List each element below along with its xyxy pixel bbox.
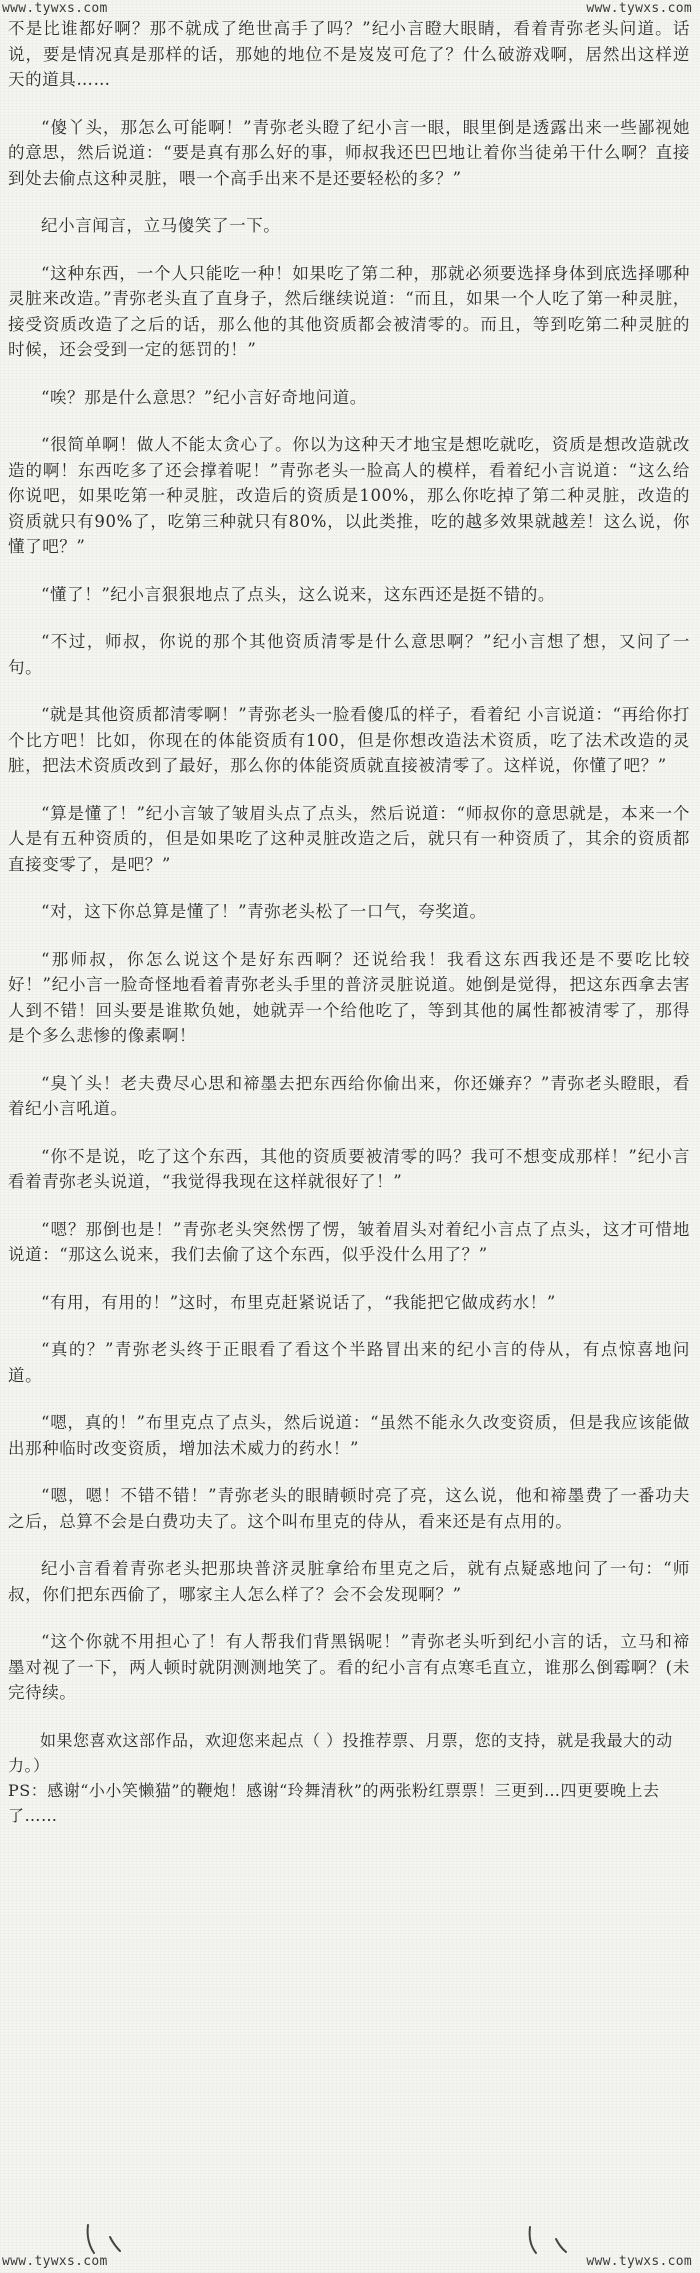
watermark-top-left: www.tywxs.com [2,1,108,16]
pen-stroke-right-icon [520,2219,580,2259]
paragraph: “这个你就不用担心了！有人帮我们背黑锅呢！”青弥老头听到纪小言的话，立马和禘墨对视了一下，两人顿时就阴测测地笑了。看的纪小言有点寒毛直立，谁那么倒霉啊？(未完待续。 [8,1632,690,1702]
paragraph: 不是比谁都好啊？那不就成了绝世高手了吗？”纪小言瞪大眼睛，看着青弥老头问道。话说，要是情况真是那样的话，那她的地位不是岌岌可危了？什么破游戏啊，居然出这样逆天的道具…… [8,19,690,89]
paragraph: “不过，师叔，你说的那个其他资质清零是什么意思啊？”纪小言想了想，又问了一句。 [8,632,690,677]
watermark-top-right: www.tywxs.com [586,1,692,16]
paragraph: “这种东西，一个人只能吃一种！如果吃了第二种，那就必须要选择身体到底选择哪种灵脏来改造。”青弥老头直了直身子，然后继续说道：“而且，如果一个人吃了第一种灵脏，接受资质改造了之后的话，那么他的其他资质都会被清零的。而且，等到吃第二种灵脏的时候，还会受到一定的惩罚的！” [8,263,690,359]
paragraph: 纪小言看着青弥老头把那块普济灵脏拿给布里克之后，就有点疑惑地问了一句：“师叔，你们把东西偷了，哪家主人怎么样了？会不会发现啊？” [8,1559,690,1604]
paragraph: “算是懂了！”纪小言皱了皱眉头点了点头，然后说道：“师叔你的意思就是，本来一个人是有五种资质的，但是如果吃了这种灵脏改造之后，就只有一种资质了，其余的资质都直接变零了，是吧？” [8,803,690,874]
paragraph: “就是其他资质都清零啊！”青弥老头一脸看傻瓜的样子，看着纪 小言说道：“再给你打个比方吧！比如，你现在的体能资质有100，但是你想改造法术资质，吃了法术改造的灵脏，把法术资质改到了最好，那么你的体能资质就直接被清零了。这样说，你懂了吧？” [8,705,690,775]
paragraph: “嗯？那倒也是！”青弥老头突然愣了愣，皱着眉头对着纪小言点了点头，这才可惜地说道：“那这么说来，我们去偷了这个东西，似乎没什么用了？” [8,1219,690,1264]
chapter-body [8,0,690,1828]
author-appeal: 如果您喜欢这部作品，欢迎您来起点（ ）投推荐票、月票，您的支持，就是我最大的动力。） [8,1730,673,1775]
paragraph: “嗯，真的！”布里克点了点头，然后说道：“虽然不能永久改变资质，但是我应该能做出那种临时改变资质，增加法术威力的药水！” [8,1413,690,1458]
watermark-bottom-left: www.tywxs.com [2,2254,108,2269]
paragraph: “臭丫头！老夫费尽心思和禘墨去把东西给你偷出来，你还嫌弃？”青弥老头瞪眼，看着纪小言吼道。 [8,1073,690,1118]
author-ps: PS：感谢“小小笑懒猫”的鞭炮！感谢“玲舞清秋”的两张粉红票票！三更到…四更要晚上去了…… [8,1780,660,1825]
paragraph: “懂了！”纪小言狠狠地点了点头，这么说来，这东西还是挺不错的。 [41,584,555,604]
paragraph: “有用，有用的！”这时，布里克赶紧说话了，“我能把它做成药水！” [41,1292,556,1312]
paragraph: “很简单啊！做人不能太贪心了。你以为这种天才地宝是想吃就吃，资质是想改造就改造的啊！东西吃多了还会撑着呢！”青弥老头一脸高人的模样，看着纪小言说道：“这么给你说吧，如果吃第一种灵脏，改造后的资质是100%，那么你吃掉了第二种灵脏，改造的资质就只有90%了，吃第三种就只有80%，以此类推，吃的越多效果就越差！这么说，你懂了吧？” [8,435,690,556]
watermark-bottom-right: www.tywxs.com [586,2254,692,2269]
paragraph: “嗯，嗯！不错不错！”青弥老头的眼睛顿时亮了亮，这么说，他和禘墨费了一番功夫之后，总算不会是白费功夫了。这个叫布里克的侍从，看来还是有点用的。 [8,1486,690,1531]
paragraph: “唉？那是什么意思？”纪小言好奇地问道。 [41,387,367,407]
paragraph: “傻丫头，那怎么可能啊！”青弥老头瞪了纪小言一眼，眼里倒是透露出来一些鄙视她的意思，然后说道：“要是真有那么好的事，师叔我还巴巴地让着你当徒弟干什么啊？直接到处去偷点这种灵脏，喂一个高手出来不是还要轻松的多？” [8,117,690,188]
paragraph: “对，这下你总算是懂了！”青弥老头松了一口气，夸奖道。 [41,902,487,921]
paragraph: “真的？”青弥老头终于正眼看了看这个半路冒出来的纪小言的侍从，有点惊喜地问道。 [8,1340,690,1385]
pen-stroke-left-icon [80,2219,140,2259]
paragraph: 纪小言闻言，立马傻笑了一下。 [41,216,281,235]
paragraph: “那师叔，你怎么说这个是好东西啊？还说给我！我看这东西我还是不要吃比较好！”纪小言一脸奇怪地看着青弥老头手里的普济灵脏说道。她倒是觉得，把这东西拿去害人到不错！回头要是谁欺负她，她就弄一个给他吃了，等到其他的属性都被清零了，那得是个多么悲惨的像素啊！ [8,949,690,1045]
paragraph: “你不是说，吃了这个东西，其他的资质要被清零的吗？我可不想变成那样！”纪小言看着青弥老头说道，“我觉得我现在这样就很好了！” [8,1146,690,1191]
